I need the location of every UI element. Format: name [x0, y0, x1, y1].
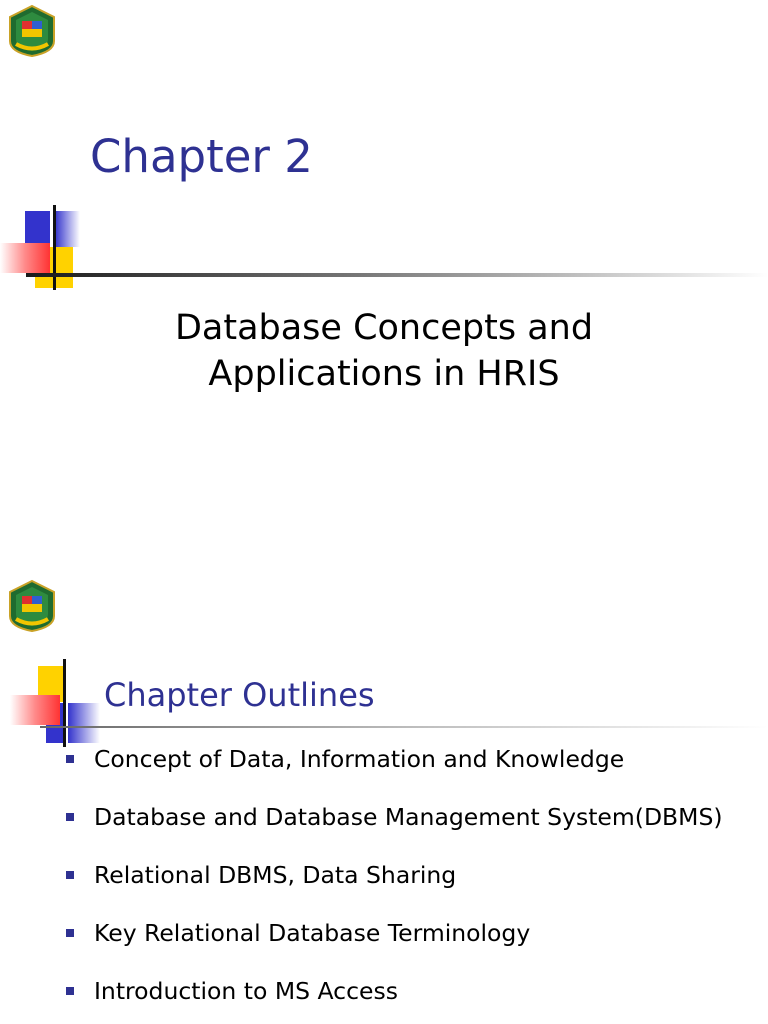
list-item: [66, 971, 723, 1024]
list-item-text: Key Relational Database Terminology: [94, 919, 531, 947]
bullet-square-icon: [66, 813, 74, 821]
subtitle-line: Database Concepts and: [174, 308, 594, 348]
list-item-text: Introduction to MS Access: [94, 977, 398, 1005]
bullet-square-icon: [66, 755, 74, 763]
outline-list: [66, 739, 723, 1024]
list-item: [66, 739, 723, 797]
subtitle-line: Applications in HRIS: [208, 353, 560, 394]
slide-2: [0, 512, 768, 1024]
list-item: [66, 797, 723, 855]
university-logo-icon: [4, 3, 60, 59]
list-item: [66, 913, 723, 971]
list-item: [66, 855, 723, 913]
list-item-text: Database and Database Management System(DBMS): [94, 803, 723, 831]
slide-title: Chapter Outlines: [104, 676, 375, 714]
bullet-square-icon: [66, 929, 74, 937]
title-decoration: [0, 200, 768, 295]
bullet-square-icon: [66, 871, 74, 879]
bullet-square-icon: [66, 987, 74, 995]
university-logo-icon: [4, 578, 60, 634]
slide-subtitle: [90, 306, 678, 397]
slide-title: Chapter 2: [90, 130, 313, 183]
list-item-text: Relational DBMS, Data Sharing: [94, 861, 457, 889]
list-item-text: Concept of Data, Information and Knowledge: [94, 745, 625, 773]
